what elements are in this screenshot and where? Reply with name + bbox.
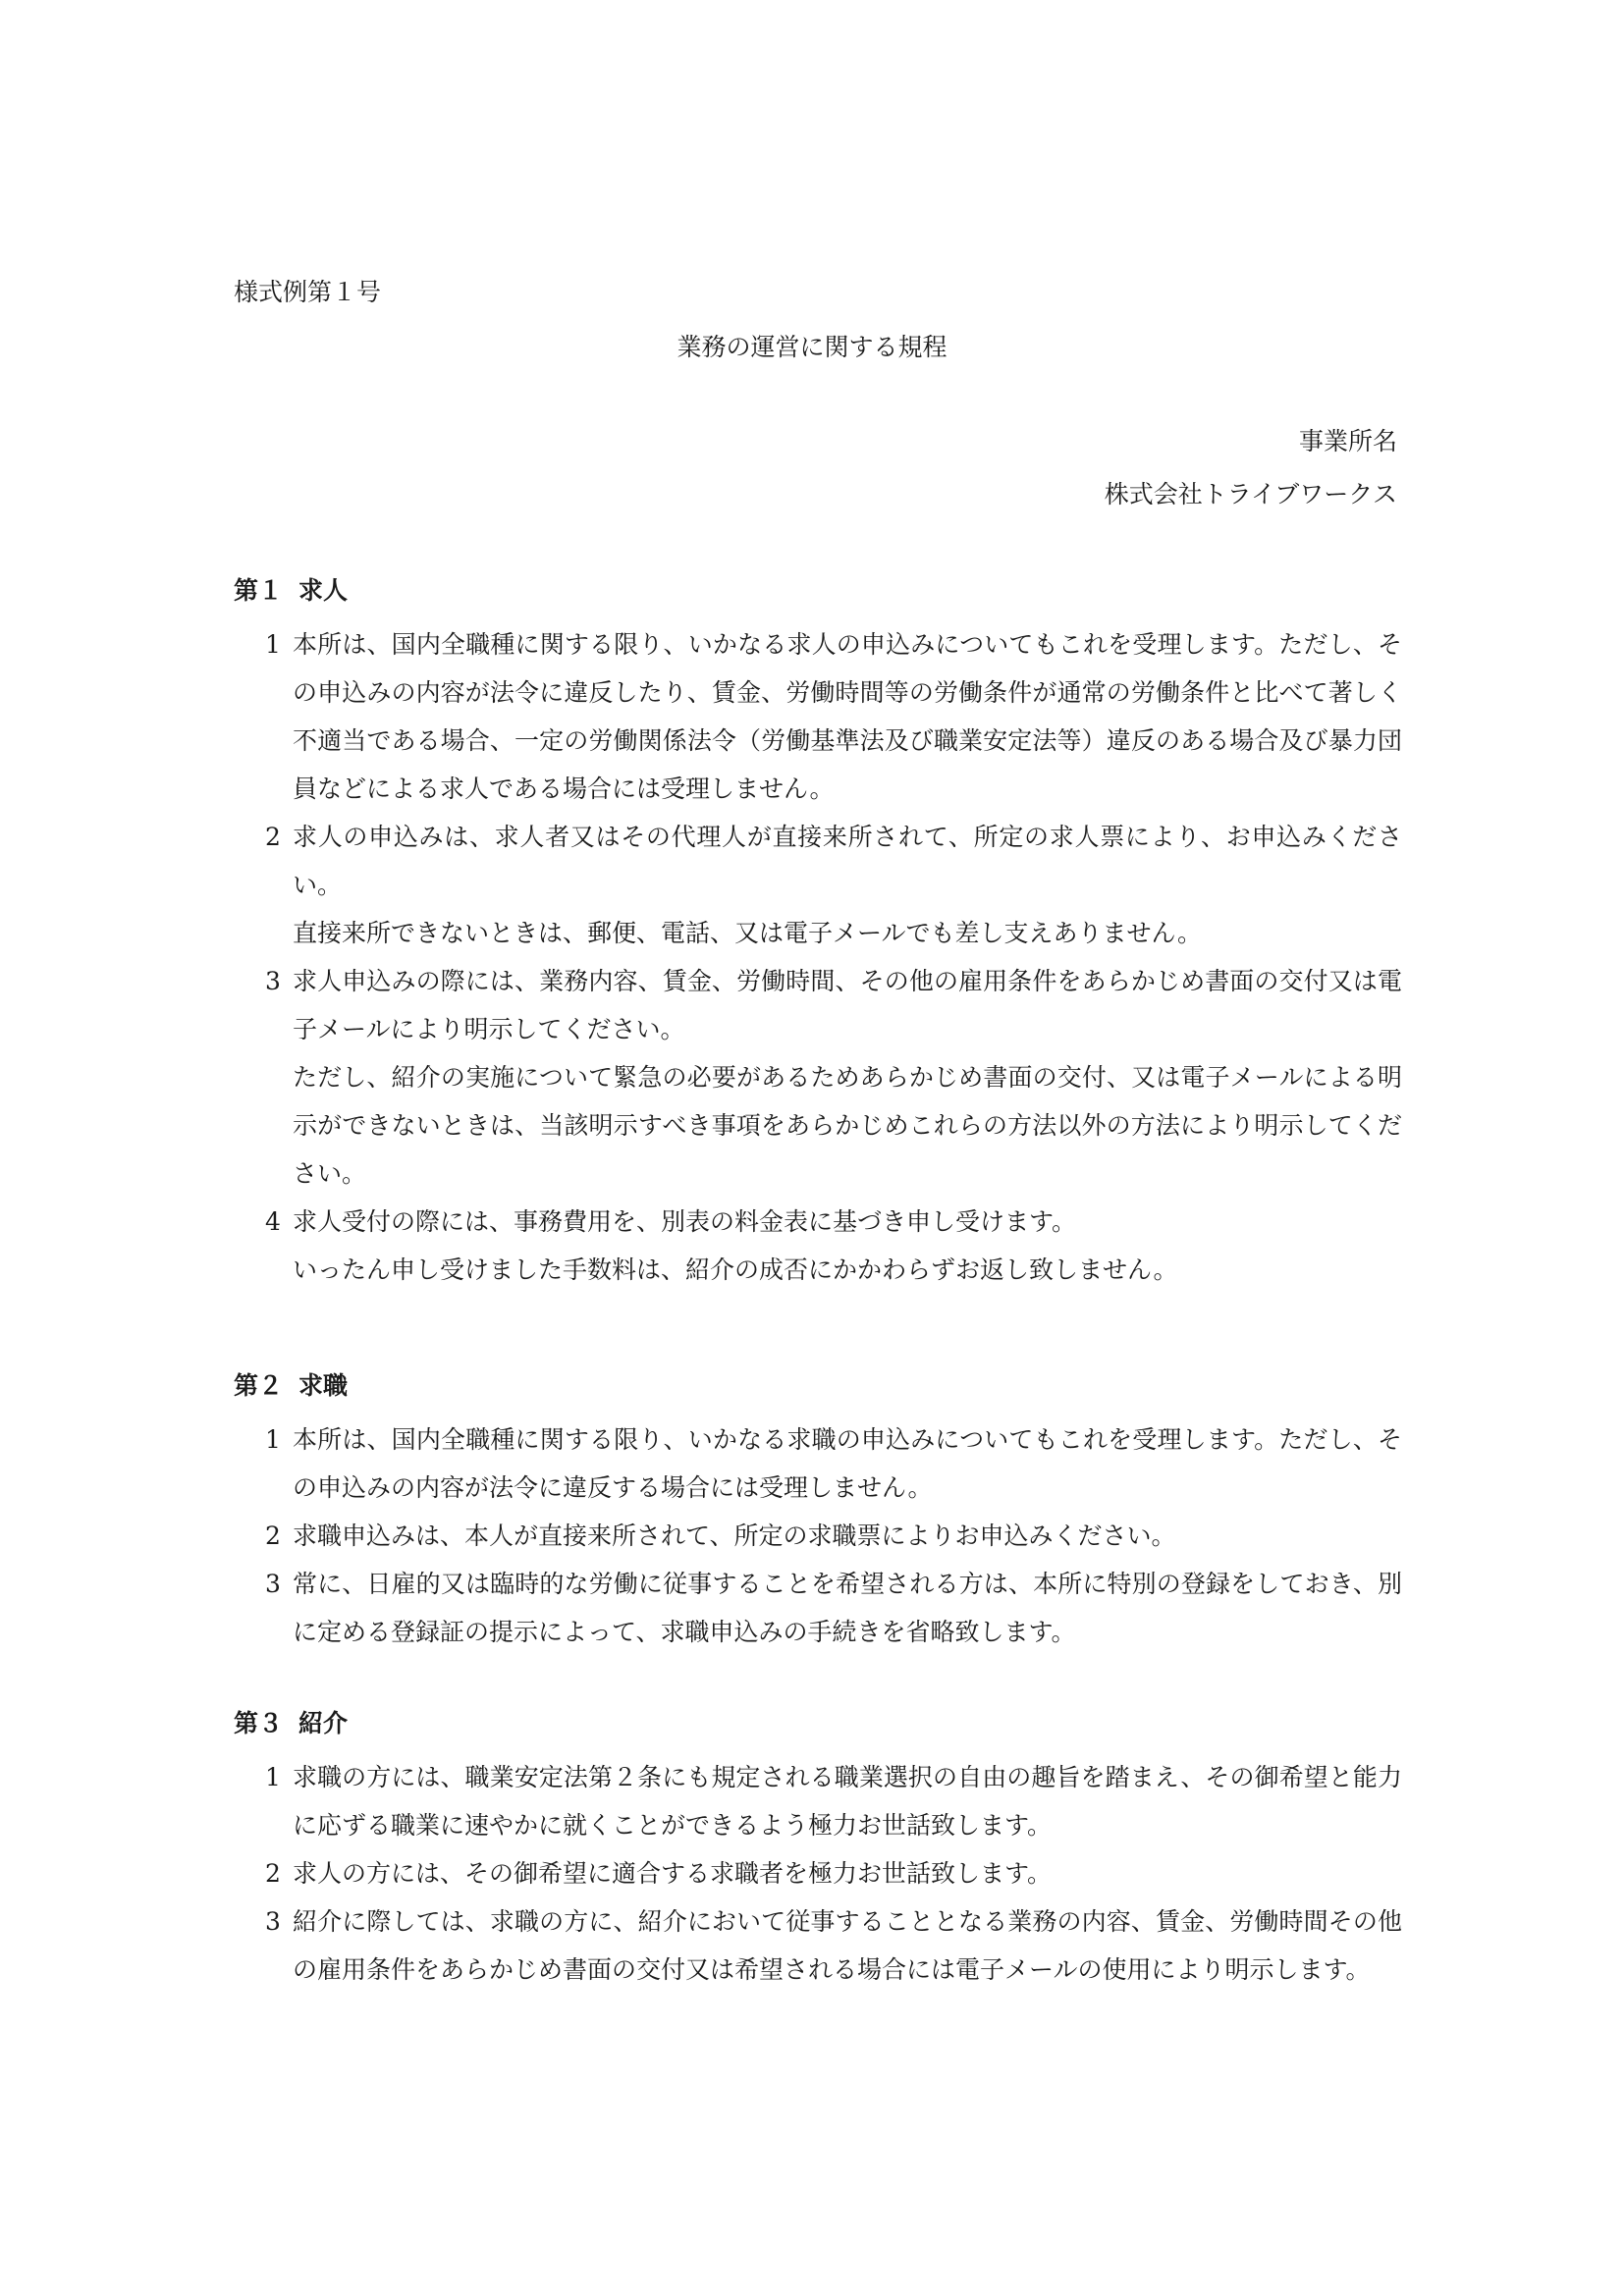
section-heading [234, 573, 1402, 609]
section-recruitment [234, 573, 1402, 1294]
section-referral [234, 1706, 1402, 1994]
section-job-seeking [234, 1368, 1402, 1656]
list-item [234, 1512, 1402, 1560]
form-label: 様式例第１号 [234, 278, 382, 306]
section-heading [234, 1368, 1402, 1404]
item-number: 2 [265, 1859, 281, 1888]
list-item [234, 813, 1402, 957]
section-number: 第３ [234, 1709, 284, 1737]
item-paragraph: 求人申込みの際には、業務内容、賃金、労働時間、その他の雇用条件をあらかじめ書面の交付又は電子メールにより明示してください。 [293, 967, 1402, 1043]
item-paragraph: 直接来所できないときは、郵便、電話、又は電子メールでも差し支えありません。 [293, 919, 1203, 947]
list-item [234, 1560, 1402, 1656]
item-paragraph: 常に、日雇的又は臨時的な労働に従事することを希望される方は、本所に特別の登録をしておき、別に定める登録証の提示によって、求職申込みの手続きを省略致します。 [293, 1570, 1402, 1646]
item-number: 3 [265, 1907, 281, 1936]
item-paragraph: いったん申し受けました手数料は、紹介の成否にかかわらずお返し致しません。 [293, 1255, 1178, 1284]
office-label: 事業所名 [1298, 427, 1397, 455]
section-heading [234, 1706, 1402, 1741]
item-number: 1 [265, 630, 281, 659]
item-number: 3 [265, 1570, 281, 1598]
item-paragraph: 本所は、国内全職種に関する限り、いかなる求職の申込みについてもこれを受理します。ただし、その申込みの内容が法令に違反する場合には受理しません。 [293, 1425, 1402, 1502]
list-item [234, 1897, 1402, 1994]
section-title: 求人 [298, 576, 349, 605]
list-item [234, 957, 1402, 1198]
item-number: 1 [265, 1425, 281, 1454]
list-item [234, 1849, 1402, 1897]
item-paragraph: 紹介に際しては、求職の方に、紹介において従事することとなる業務の内容、賃金、労働時間その他の雇用条件をあらかじめ書面の交付又は希望される場合には電子メールの使用により明示します。 [293, 1907, 1402, 1984]
item-number: 4 [265, 1207, 281, 1236]
item-number: 1 [265, 1763, 281, 1791]
section-number: 第１ [234, 576, 284, 605]
list-item [234, 1415, 1402, 1512]
item-paragraph: 本所は、国内全職種に関する限り、いかなる求人の申込みについてもこれを受理します。ただし、その申込みの内容が法令に違反したり、賃金、労働時間等の労働条件が通常の労働条件と比べて著しく不適当である場合、一定の労働関係法令（労働基準法及び職業安定法等）違反のある場合及び暴力団員などによる求人である場合には受理しません。 [293, 630, 1402, 803]
item-paragraph: 求職の方には、職業安定法第２条にも規定される職業選択の自由の趣旨を踏まえ、その御希望と能力に応ずる職業に速やかに就くことができるよう極力お世話致します。 [293, 1763, 1402, 1840]
list-item [234, 620, 1402, 813]
list-item [234, 1198, 1402, 1294]
list-item [234, 1753, 1402, 1849]
document-title: 業務の運営に関する規程 [677, 333, 947, 361]
item-number: 2 [265, 823, 281, 851]
office-name: 株式会社トライブワークス [1104, 480, 1397, 508]
item-paragraph: 求人の方には、その御希望に適合する求職者を極力お世話致します。 [293, 1859, 1053, 1888]
section-title: 求職 [298, 1371, 349, 1400]
item-paragraph: 求職申込みは、本人が直接来所されて、所定の求職票によりお申込みください。 [293, 1522, 1176, 1550]
item-paragraph: ただし、紹介の実施について緊急の必要があるためあらかじめ書面の交付、又は電子メールによる明示ができないときは、当該明示すべき事項をあらかじめこれらの方法以外の方法により明示してください。 [293, 1063, 1402, 1188]
section-title: 紹介 [298, 1709, 349, 1737]
section-number: 第２ [234, 1371, 284, 1400]
item-paragraph: 求人受付の際には、事務費用を、別表の料金表に基づき申し受けます。 [293, 1207, 1077, 1236]
item-paragraph: 求人の申込みは、求人者又はその代理人が直接来所されて、所定の求人票により、お申込みください。 [293, 823, 1402, 899]
item-number: 3 [265, 967, 281, 995]
item-number: 2 [265, 1522, 281, 1550]
